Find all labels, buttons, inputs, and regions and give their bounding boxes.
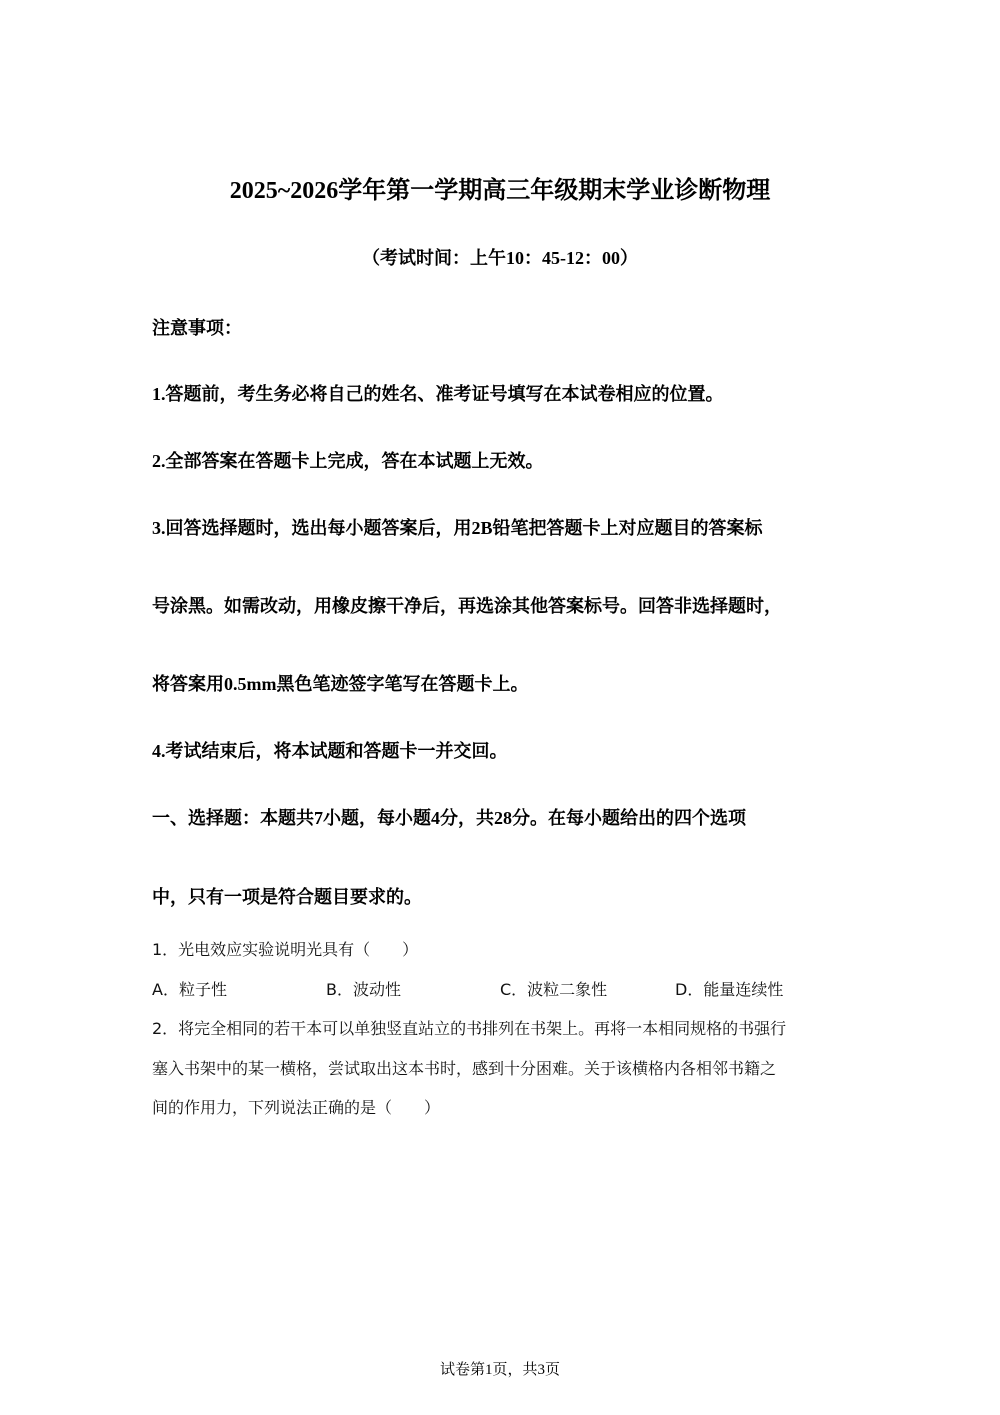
notice-heading: 注意事项： — [152, 318, 242, 338]
question-1-option-b: B．波动性 — [326, 980, 401, 999]
question-1-option-d: D．能量连续性 — [675, 980, 784, 999]
notice-item-1: 1.答题前，考生务必将自己的姓名、准考证号填写在本试卷相应的位置。 — [152, 384, 724, 404]
notice-item-4: 4.考试结束后，将本试题和答题卡一并交回。 — [152, 741, 508, 761]
question-2-line-1: 2．将完全相同的若干本可以单独竖直站立的书排列在书架上。再将一本相同规格的书强行 — [152, 1019, 787, 1038]
question-1-option-a: A．粒子性 — [152, 980, 227, 999]
page-footer: 试卷第1页，共3页 — [439, 1362, 560, 1378]
notice-item-3-line-3: 将答案用0.5mm黑色笔迹签字笔写在答题卡上。 — [152, 674, 529, 694]
notice-item-3-line-2: 号涂黑。如需改动，用橡皮擦干净后，再选涂其他答案标号。回答非选择题时， — [152, 596, 782, 616]
question-1-option-c: C．波粒二象性 — [500, 980, 608, 999]
question-2-line-3: 间的作用力，下列说法正确的是（ ） — [152, 1098, 441, 1117]
notice-item-2: 2.全部答案在答题卡上完成，答在本试题上无效。 — [152, 451, 544, 471]
question-2-line-2: 塞入书架中的某一横格，尝试取出这本书时，感到十分困难。关于该横格内各相邻书籍之 — [152, 1059, 777, 1078]
notice-item-3-line-1: 3.回答选择题时，选出每小题答案后，用2B铅笔把答题卡上对应题目的答案标 — [152, 518, 763, 538]
section-heading-line-2: 中，只有一项是符合题目要求的。 — [152, 887, 422, 907]
exam-time: （考试时间：上午10：45-12：00） — [362, 248, 638, 268]
question-1-stem: 1．光电效应实验说明光具有（ ） — [152, 940, 419, 959]
section-heading-line-1: 一、选择题：本题共7小题，每小题4分，共28分。在每小题给出的四个选项 — [152, 808, 746, 828]
exam-title: 2025~2026学年第一学期高三年级期末学业诊断物理 — [229, 178, 771, 204]
